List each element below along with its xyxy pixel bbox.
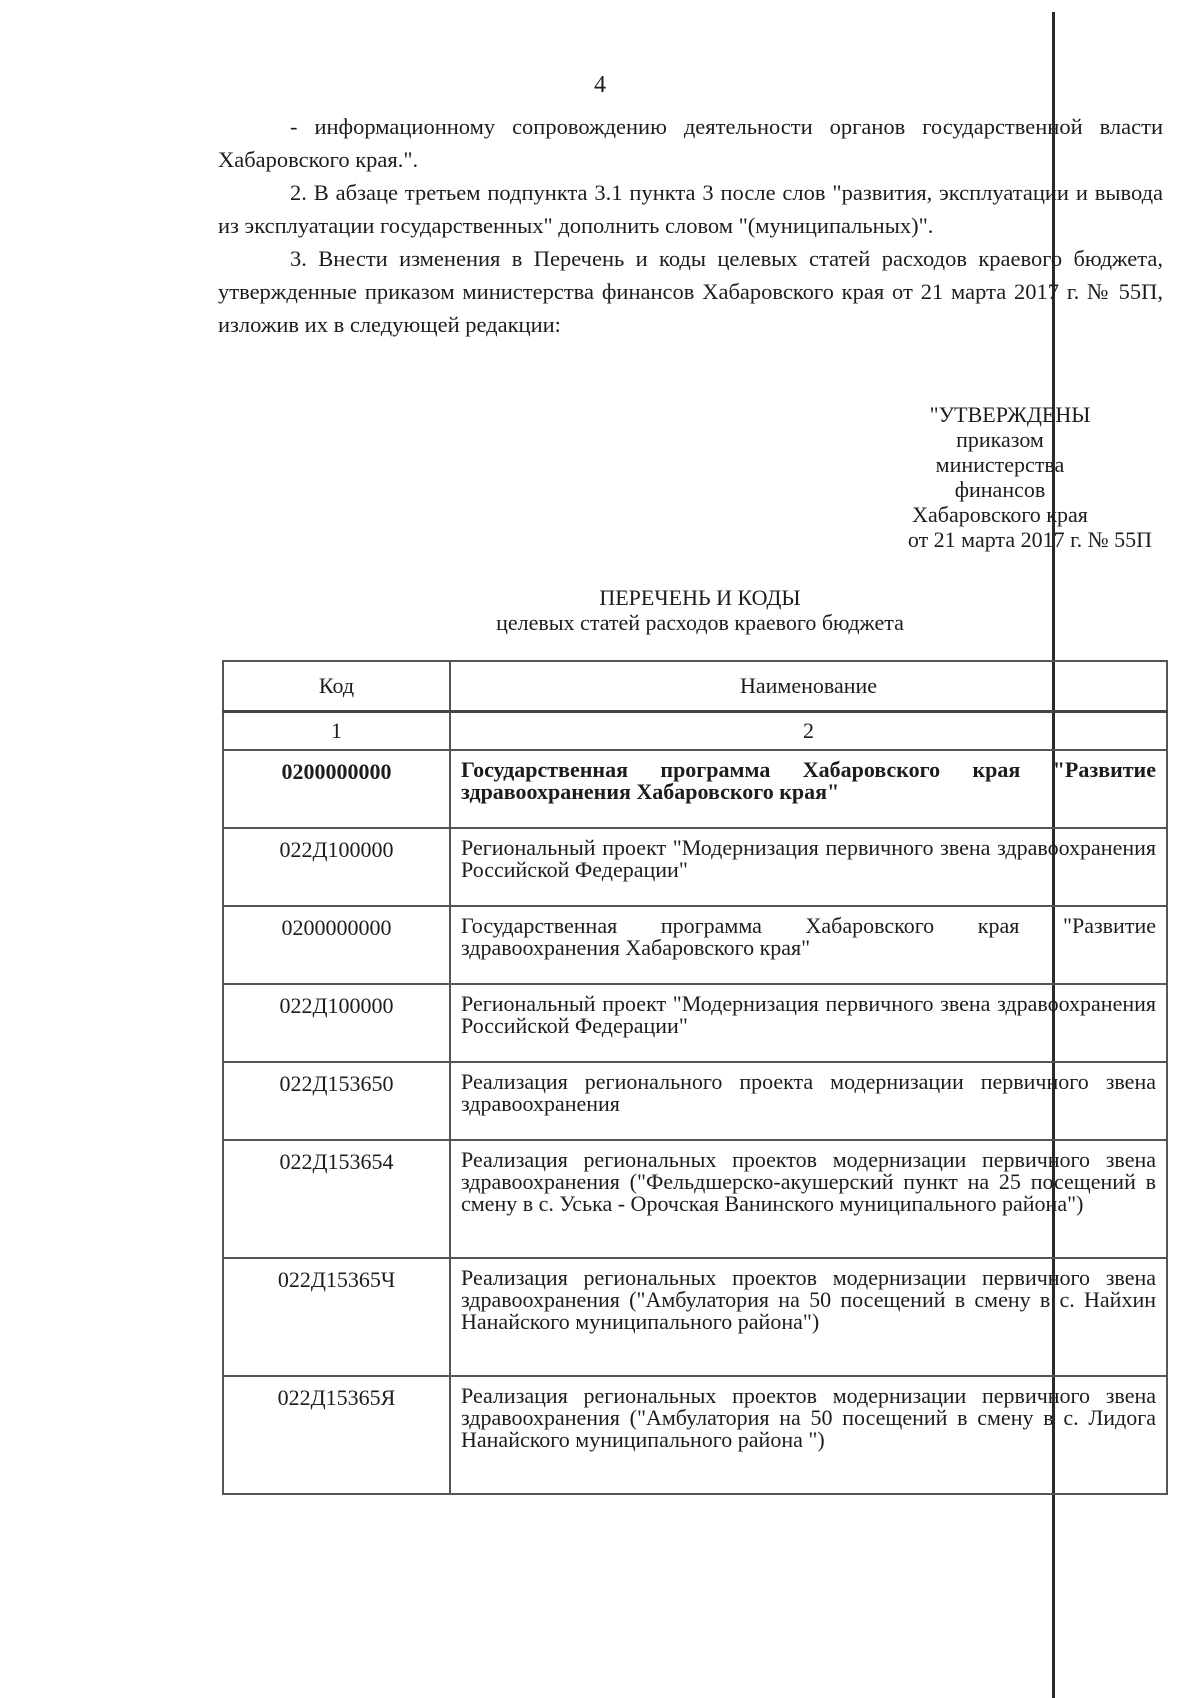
body-text <box>218 110 1163 341</box>
approval-line: Хабаровского края <box>912 502 1088 527</box>
row-name: Реализация региональных проектов модернизации первичного звена здравоохранения ("Фельдшерско-акушерский пункт на 25 посещений в смену в с. Уська - Орочская Ванинского муниципального района") <box>450 1140 1167 1258</box>
approval-heading: "УТВЕРЖДЕНЫ <box>929 402 1091 427</box>
page-number: 4 <box>594 72 606 98</box>
row-code: 022Д15365Я <box>223 1376 450 1494</box>
row-code: 0200000000 <box>223 906 450 984</box>
table-row <box>223 828 1167 906</box>
approval-line: министерства <box>935 452 1065 477</box>
list-title-sub: целевых статей расходов краевого бюджета <box>496 610 904 635</box>
approval-stamp <box>800 402 1200 552</box>
table-header-row <box>223 661 1167 712</box>
approval-line: приказом <box>956 427 1044 452</box>
column-header-code: Код <box>223 661 450 712</box>
paragraph-2: 2. В абзаце третьем подпункта 3.1 пункта 3 после слов "развития, эксплуатации и вывода из эксплуатации государственных" дополнить словом "(муниципальных)". <box>218 180 1163 238</box>
row-name: Реализация регионального проекта модернизации первичного звена здравоохранения <box>450 1062 1167 1140</box>
row-name: Государственная программа Хабаровского края "Развитие здравоохранения Хабаровского края" <box>450 906 1167 984</box>
approval-line: финансов <box>954 477 1046 502</box>
table-row <box>223 906 1167 984</box>
list-title-main: ПЕРЕЧЕНЬ И КОДЫ <box>599 585 801 610</box>
paragraph-1: - информационному сопровождению деятельности органов государственной власти Хабаровского края.". <box>218 114 1163 172</box>
paragraph-3: 3. Внести изменения в Перечень и коды целевых статей расходов краевого бюджета, утвержденные приказом министерства финансов Хабаровского края от 21 марта 2017 г. № 55П, изложив их в следующей редакции: <box>218 246 1163 337</box>
table-row <box>223 1376 1167 1494</box>
row-name: Государственная программа Хабаровского края "Развитие здравоохранения Хабаровского края" <box>450 750 1167 828</box>
row-code: 0200000000 <box>223 750 450 828</box>
list-title <box>0 585 1200 635</box>
row-name: Реализация региональных проектов модернизации первичного звена здравоохранения ("Амбулатория на 50 посещений в смену в с. Лидога Нанайского муниципального района ") <box>450 1376 1167 1494</box>
table-row <box>223 1062 1167 1140</box>
column-number: 1 <box>223 712 450 751</box>
row-name: Региональный проект "Модернизация первичного звена здравоохранения Российской Федерации" <box>450 984 1167 1062</box>
row-code: 022Д100000 <box>223 828 450 906</box>
row-code: 022Д153650 <box>223 1062 450 1140</box>
column-number: 2 <box>450 712 1167 751</box>
table-row <box>223 1140 1167 1258</box>
approval-date: от 21 марта 2017 г. № 55П <box>907 527 1152 552</box>
table-row <box>223 1258 1167 1376</box>
row-name: Региональный проект "Модернизация первичного звена здравоохранения Российской Федерации" <box>450 828 1167 906</box>
row-code: 022Д15365Ч <box>223 1258 450 1376</box>
codes-table <box>222 660 1168 1495</box>
column-header-name: Наименование <box>450 661 1167 712</box>
table-row <box>223 750 1167 828</box>
column-number-row <box>223 712 1167 751</box>
table-row <box>223 984 1167 1062</box>
row-name: Реализация региональных проектов модернизации первичного звена здравоохранения ("Амбулатория на 50 посещений в смену в с. Найхин Нанайского муниципального района") <box>450 1258 1167 1376</box>
row-code: 022Д100000 <box>223 984 450 1062</box>
row-code: 022Д153654 <box>223 1140 450 1258</box>
